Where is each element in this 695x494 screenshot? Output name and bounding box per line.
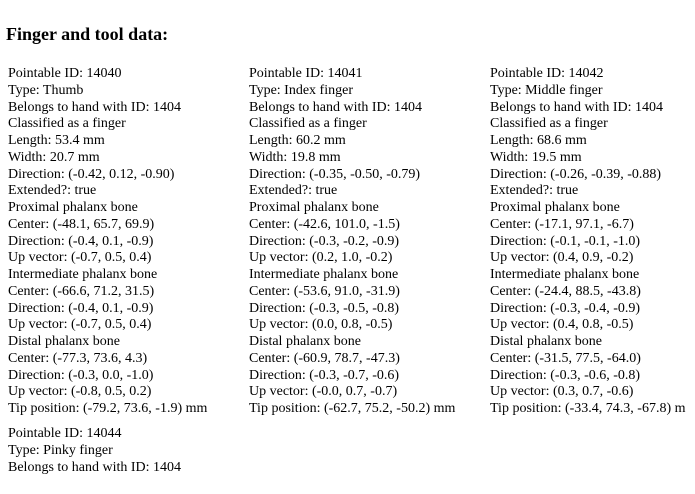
data-line: Pointable ID: 14041 <box>249 66 363 81</box>
data-line: Pointable ID: 14044 <box>8 426 122 441</box>
data-line: Type: Pinky finger <box>8 442 113 458</box>
data-line: Up vector: (-0.7, 0.5, 0.4) <box>8 317 152 333</box>
data-line: Up vector: (0.4, 0.8, -0.5) <box>490 317 634 333</box>
data-line: Center: (-24.4, 88.5, -43.8) <box>490 283 641 299</box>
data-line: Direction: (-0.3, -0.5, -0.8) <box>249 300 400 316</box>
data-line: Direction: (-0.35, -0.50, -0.79) <box>249 166 421 182</box>
data-line: Center: (-53.6, 91.0, -31.9) <box>249 283 400 299</box>
pointable-block-thumb <box>8 66 207 418</box>
data-line: Center: (-17.1, 97.1, -6.7) <box>490 216 634 232</box>
data-line: Center: (-42.6, 101.0, -1.5) <box>249 216 400 232</box>
data-line: Up vector: (0.3, 0.7, -0.6) <box>490 384 634 400</box>
data-line: Length: 60.2 mm <box>249 133 346 148</box>
data-line: Direction: (-0.42, 0.12, -0.90) <box>8 166 175 182</box>
data-line: Belongs to hand with ID: 1404 <box>490 99 664 115</box>
data-line: Extended?: true <box>8 183 97 199</box>
data-line: Up vector: (-0.8, 0.5, 0.2) <box>8 384 152 400</box>
data-line: Distal phalanx bone <box>249 334 361 349</box>
data-line: Type: Thumb <box>8 82 84 98</box>
data-line: Center: (-77.3, 73.6, 4.3) <box>8 350 148 366</box>
data-line: Direction: (-0.4, 0.1, -0.9) <box>8 300 154 316</box>
data-line: Intermediate phalanx bone <box>8 267 158 282</box>
data-line: Pointable ID: 14040 <box>8 66 122 81</box>
data-line: Center: (-48.1, 65.7, 69.9) <box>8 216 155 232</box>
data-line: Type: Middle finger <box>490 82 603 98</box>
data-line: Tip position: (-62.7, 75.2, -50.2) mm <box>249 401 456 416</box>
data-line: Center: (-60.9, 78.7, -47.3) <box>249 350 400 366</box>
data-line: Classified as a finger <box>8 116 126 132</box>
data-line: Direction: (-0.3, -0.4, -0.9) <box>490 300 641 316</box>
data-line: Up vector: (0.4, 0.9, -0.2) <box>490 250 634 266</box>
data-line: Up vector: (-0.7, 0.5, 0.4) <box>8 250 152 266</box>
data-line: Proximal phalanx bone <box>8 200 138 215</box>
data-line: Tip position: (-79.2, 73.6, -1.9) mm <box>8 401 208 416</box>
data-line: Width: 19.5 mm <box>490 149 582 165</box>
data-line: Length: 68.6 mm <box>490 133 587 148</box>
data-line: Direction: (-0.1, -0.1, -1.0) <box>490 233 641 249</box>
data-line: Extended?: true <box>490 183 579 199</box>
data-line: Direction: (-0.3, -0.2, -0.9) <box>249 233 400 249</box>
data-line: Width: 19.8 mm <box>249 149 341 165</box>
data-line: Up vector: (-0.0, 0.7, -0.7) <box>249 384 398 400</box>
data-line: Intermediate phalanx bone <box>249 267 399 282</box>
data-line: Belongs to hand with ID: 1404 <box>8 99 182 115</box>
data-line: Tip position: (-33.4, 74.3, -67.8) m <box>490 401 686 416</box>
data-line: Classified as a finger <box>249 116 367 132</box>
data-line: Up vector: (0.2, 1.0, -0.2) <box>249 250 393 266</box>
data-line: Length: 53.4 mm <box>8 133 105 148</box>
pointable-block-index <box>249 66 455 418</box>
data-line: Width: 20.7 mm <box>8 149 100 165</box>
page-title: Finger and tool data: <box>6 24 169 44</box>
data-line: Up vector: (0.0, 0.8, -0.5) <box>249 317 393 333</box>
data-line: Belongs to hand with ID: 1404 <box>249 99 423 115</box>
data-line: Belongs to hand with ID: 1404 <box>8 459 182 475</box>
data-line: Classified as a finger <box>490 116 608 132</box>
data-line: Direction: (-0.3, -0.6, -0.8) <box>490 367 641 383</box>
pointable-block-pinky <box>8 426 181 476</box>
data-line: Direction: (-0.3, -0.7, -0.6) <box>249 367 400 383</box>
data-line: Direction: (-0.3, 0.0, -1.0) <box>8 367 154 383</box>
data-line: Distal phalanx bone <box>490 334 602 349</box>
data-line: Center: (-66.6, 71.2, 31.5) <box>8 283 155 299</box>
data-line: Intermediate phalanx bone <box>490 267 640 282</box>
pointable-block-middle <box>490 66 686 418</box>
data-line: Pointable ID: 14042 <box>490 66 604 81</box>
data-line: Center: (-31.5, 77.5, -64.0) <box>490 350 641 366</box>
data-line: Proximal phalanx bone <box>249 200 379 215</box>
data-line: Direction: (-0.4, 0.1, -0.9) <box>8 233 154 249</box>
data-line: Extended?: true <box>249 183 338 199</box>
data-line: Proximal phalanx bone <box>490 200 620 215</box>
data-line: Type: Index finger <box>249 82 353 98</box>
data-line: Direction: (-0.26, -0.39, -0.88) <box>490 166 662 182</box>
data-line: Distal phalanx bone <box>8 334 120 349</box>
